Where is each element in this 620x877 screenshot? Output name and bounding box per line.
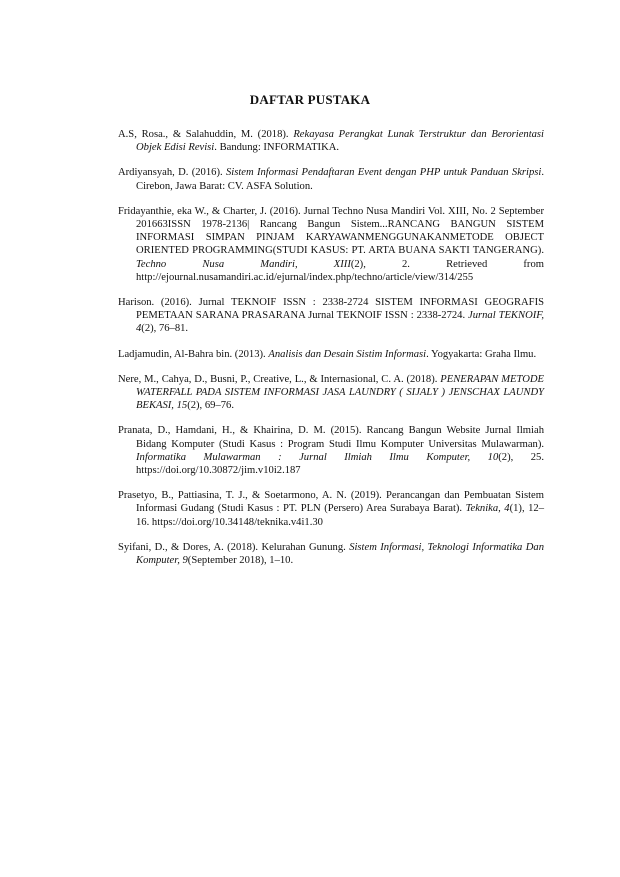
reference-title: Rekayasa Perangkat Lunak Terstruktur dan Berorientasi Objek Edisi Revisi — [136, 129, 544, 154]
reference-list — [118, 128, 544, 579]
reference-text: Nere, M., Cahya, D., Busni, P., Creative, L., & Internasional, C. A. (2018). — [118, 373, 441, 385]
reference-entry — [118, 424, 544, 477]
reference-title: Informatika Mulawarman : Jurnal Ilmiah Ilmu Komputer, 10 — [136, 451, 499, 463]
reference-title: Techno Nusa Mandiri, XIII — [136, 258, 351, 270]
reference-text: A.S, Rosa., & Salahuddin, M. (2018). — [118, 129, 294, 140]
reference-entry — [118, 205, 544, 284]
reference-text: . Bandung: INFORMATIKA. — [214, 142, 340, 154]
reference-text: Syifani, D., & Dores, A. (2018). Kelurahan Gunung. — [118, 541, 350, 553]
reference-text: (2), 69–76. — [187, 400, 234, 412]
reference-entry — [118, 128, 544, 154]
reference-text: . Cirebon, Jawa Barat: CV. ASFA Solution. — [136, 167, 544, 192]
reference-title: Sistem Informasi, Teknologi Informatika Dan Komputer, 9 — [136, 541, 544, 567]
reference-title: Analisis dan Desain Sistim Informasi — [268, 348, 427, 360]
reference-title: PENERAPAN METODE WATERFALL PADA SISTEM INFORMASI JASA LAUNDRY ( SIJALY ) JENSCHAX LAUNDY BEKASI, 15 — [136, 373, 544, 412]
reference-entry — [118, 296, 544, 336]
reference-text: Fridayanthie, eka W., & Charter, J. (2016). Jurnal Techno Nusa Mandiri Vol. XIII, No. 2 September 201663ISSN 1978-2136| Rancang Bangun Sistem...RANCANG BANGUN SISTEM INFORMASI SIMPAN PINJAM KARYAWANMENGGUNAKANMETODE OBJECT ORIENTED PROGRAMMING(STUDI KASUS: PT. ARTA BUANA SAKTI TANGERANG). — [118, 205, 544, 257]
reference-text: Ladjamudin, Al-Bahra bin. (2013). — [118, 348, 269, 360]
reference-text: (2), 2. Retrieved from http://ejournal.nusamandiri.ac.id/ejurnal/index.php/techno/article/view/314/255 — [136, 258, 545, 283]
reference-entry — [118, 348, 544, 361]
reference-text: (2), 76–81. — [141, 323, 189, 335]
reference-entry — [118, 541, 544, 567]
reference-text: . Yogyakarta: Graha Ilmu. — [426, 348, 537, 360]
reference-text: (1), 12–16. https://doi.org/10.34148/teknika.v4i1.30 — [136, 503, 544, 528]
reference-entry — [118, 373, 544, 413]
reference-text: Harison. (2016). Jurnal TEKNOIF ISSN : 2338-2724 SISTEM INFORMASI GEOGRAFIS PEMETAAN SARANA PRASARANA Jurnal TEKNOIF ISSN : 2338-2724. — [118, 297, 544, 322]
reference-text: (September 2018), 1–10. — [187, 555, 294, 567]
reference-entry — [118, 166, 544, 192]
reference-title: Jurnal TEKNOIF, 4 — [136, 310, 544, 335]
page-title: DAFTAR PUSTAKA — [249, 92, 371, 107]
reference-text: Prasetyo, B., Pattiasina, T. J., & Soetarmono, A. N. (2019). Perancangan dan Pembuatan Sistem Informasi Gudang (Studi Kasus : PT. PLN (Persero) Area Surabaya Barat). — [118, 490, 544, 515]
reference-entry — [118, 489, 544, 529]
reference-text: (2), 25. https://doi.org/10.30872/jim.v10i2.187 — [136, 451, 544, 477]
reference-text: Pranata, D., Hamdani, H., & Khairina, D. M. (2015). Rancang Bangun Website Jurnal Ilmiah Bidang Komputer (Studi Kasus : Program Studi Ilmu Komputer Universitas Mulawarman). — [118, 425, 544, 450]
reference-text: Ardiyansyah, D. (2016). — [118, 167, 226, 179]
reference-title: Teknika, 4 — [465, 503, 510, 515]
reference-title: Sistem Informasi Pendaftaran Event dengan PHP untuk Panduan Skripsi — [225, 167, 542, 179]
